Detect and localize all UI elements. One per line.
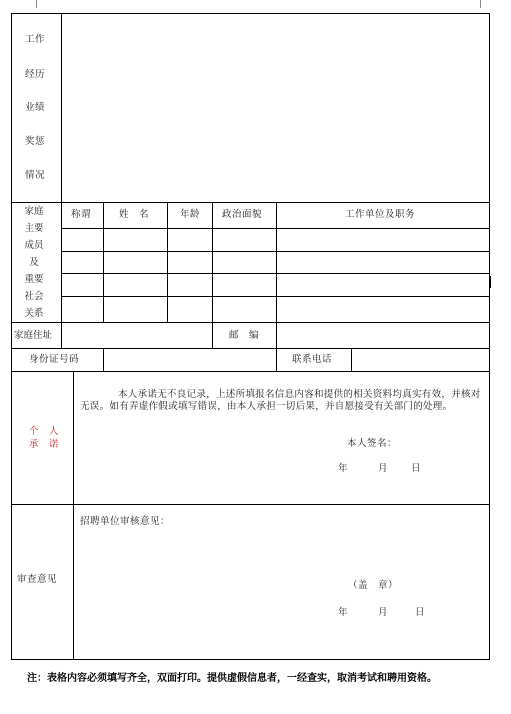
review-opinion-label: 招聘单位审核意见：: [80, 516, 171, 527]
promise-label-line2: 承 诺: [29, 439, 60, 450]
review-opinion-field[interactable]: [80, 530, 480, 580]
family-cell[interactable]: [213, 229, 276, 251]
work-label-1: 工作: [25, 34, 46, 45]
promise-label-line1: 个 人: [29, 426, 60, 437]
review-label: 审查意见: [17, 574, 58, 585]
family-cell[interactable]: [277, 297, 489, 322]
col-header-employer: 工作单位及职务: [345, 209, 416, 220]
work-label-4: 奖惩: [25, 136, 46, 147]
phone-field[interactable]: [352, 349, 489, 371]
family-cell[interactable]: [213, 274, 276, 296]
margin-mark: [36, 0, 37, 8]
family-cell[interactable]: [104, 274, 167, 296]
family-label-3: 成员: [24, 240, 44, 251]
work-label-2: 经历: [25, 69, 46, 80]
family-cell[interactable]: [213, 297, 276, 322]
family-cell[interactable]: [104, 297, 167, 322]
col-header-title: 称谓: [71, 209, 92, 220]
promise-month: 月: [378, 463, 389, 474]
id-number-label: 身份证号码: [29, 354, 80, 365]
family-label-5: 重要: [24, 274, 44, 285]
signature-label: 本人签名：: [347, 438, 398, 449]
signature-field[interactable]: [400, 435, 480, 451]
family-cell[interactable]: [168, 297, 212, 322]
id-number-field[interactable]: [104, 349, 276, 371]
family-label-4: 及: [29, 257, 39, 268]
phone-label: 联系电话: [292, 354, 333, 365]
family-cell[interactable]: [104, 229, 167, 251]
family-label-1: 家庭: [24, 206, 44, 217]
home-address-label: 家庭住址: [14, 330, 53, 341]
family-cell[interactable]: [62, 229, 103, 251]
family-cell[interactable]: [277, 229, 489, 251]
col-header-age: 年龄: [180, 209, 201, 220]
family-cell[interactable]: [62, 274, 103, 296]
family-label-7: 关系: [24, 308, 44, 319]
work-label-3: 业绩: [25, 102, 46, 113]
family-label-6: 社会: [24, 291, 44, 302]
review-year: 年: [338, 607, 349, 618]
promise-paragraph: 本人承诺无不良记录，上述所填报名信息内容和提供的相关资料均真实有效，并核对无误。如有弄虚作假或填写错误，由本人承担一切后果，并自愿接受有关部门的处理。: [80, 389, 481, 412]
work-experience-field[interactable]: [62, 14, 489, 202]
postcode-label: 邮 编: [229, 330, 260, 341]
col-header-name: 姓 名: [119, 209, 150, 220]
review-month: 月: [378, 607, 389, 618]
col-header-political: 政治面貌: [222, 209, 263, 220]
footer-note: 注：表格内容必须填写齐全，双面打印。提供虚假信息者，一经查实，取消考试和聘用资格。: [27, 673, 437, 684]
promise-year: 年: [338, 463, 349, 474]
promise-day: 日: [411, 463, 422, 474]
family-cell[interactable]: [213, 252, 276, 273]
seal-label: （盖 章）: [348, 580, 399, 591]
family-cell[interactable]: [62, 252, 103, 273]
family-cell[interactable]: [168, 274, 212, 296]
family-label-2: 主要: [24, 223, 44, 234]
work-label-5: 情况: [25, 170, 46, 181]
family-cell[interactable]: [104, 252, 167, 273]
family-cell[interactable]: [277, 252, 489, 273]
family-cell[interactable]: [277, 274, 489, 296]
review-day: 日: [415, 607, 426, 618]
family-cell[interactable]: [62, 297, 103, 322]
margin-mark: [480, 0, 481, 8]
postcode-field[interactable]: [277, 323, 489, 348]
family-cell[interactable]: [168, 229, 212, 251]
family-cell[interactable]: [168, 252, 212, 273]
home-address-field[interactable]: [62, 323, 212, 348]
